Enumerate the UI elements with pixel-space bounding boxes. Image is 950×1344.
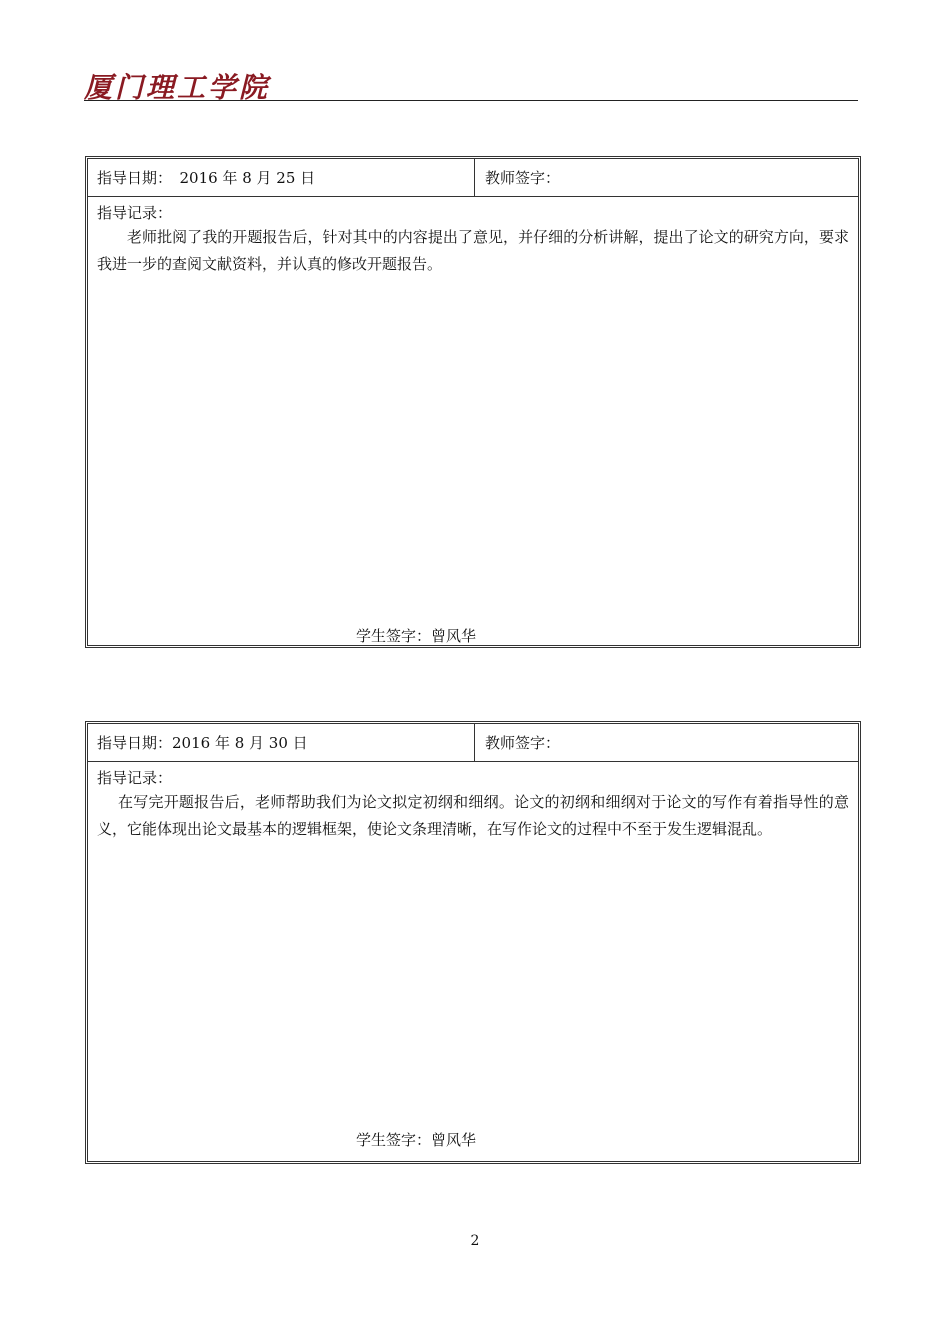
teacher-sign-cell bbox=[475, 159, 858, 196]
date-label: 指导日期： bbox=[97, 169, 165, 187]
student-sign bbox=[356, 625, 476, 646]
date-label: 指导日期： bbox=[97, 734, 173, 752]
date-cell bbox=[88, 159, 475, 196]
record-text: 老师批阅了我的开题报告后，针对其中的内容提出了意见，并仔细的分析讲解，提出了论文的研究方向，要求我进一步的查阅文献资料，并认真的修改开题报告。 bbox=[97, 228, 849, 273]
header-rule bbox=[84, 100, 858, 101]
date-value: 2016 年 8 月 25 日 bbox=[164, 169, 316, 187]
page-number: 2 bbox=[470, 1233, 480, 1249]
record-label: 指导记录： bbox=[97, 204, 173, 222]
record-label: 指导记录： bbox=[97, 769, 173, 787]
teacher-sign-label: 教师签字： bbox=[485, 169, 561, 187]
guidance-record-2 bbox=[85, 721, 861, 1164]
student-name: 曾风华 bbox=[431, 627, 477, 645]
student-sign bbox=[356, 1129, 476, 1150]
record-body bbox=[88, 762, 858, 843]
teacher-sign-label: 教师签字： bbox=[485, 734, 561, 752]
date-value: 2016 年 8 月 30 日 bbox=[172, 734, 308, 752]
teacher-sign-cell bbox=[475, 724, 858, 761]
date-cell bbox=[88, 724, 475, 761]
record-header-row bbox=[88, 159, 858, 197]
record-text: 在写完开题报告后，老师帮助我们为论文拟定初纲和细纲。论文的初纲和细纲对于论文的写作有着指导性的意义，它能体现出论文最基本的逻辑框架，使论文条理清晰，在写作论文的过程中不至于发生逻辑混乱。 bbox=[97, 793, 849, 838]
student-name: 曾风华 bbox=[431, 1131, 477, 1149]
school-logo: 厦门理工学院 bbox=[84, 71, 271, 104]
record-header-row bbox=[88, 724, 858, 762]
student-sign-label: 学生签字： bbox=[356, 627, 432, 645]
guidance-record-1 bbox=[85, 156, 861, 648]
student-sign-label: 学生签字： bbox=[356, 1131, 432, 1149]
record-body bbox=[88, 197, 858, 278]
